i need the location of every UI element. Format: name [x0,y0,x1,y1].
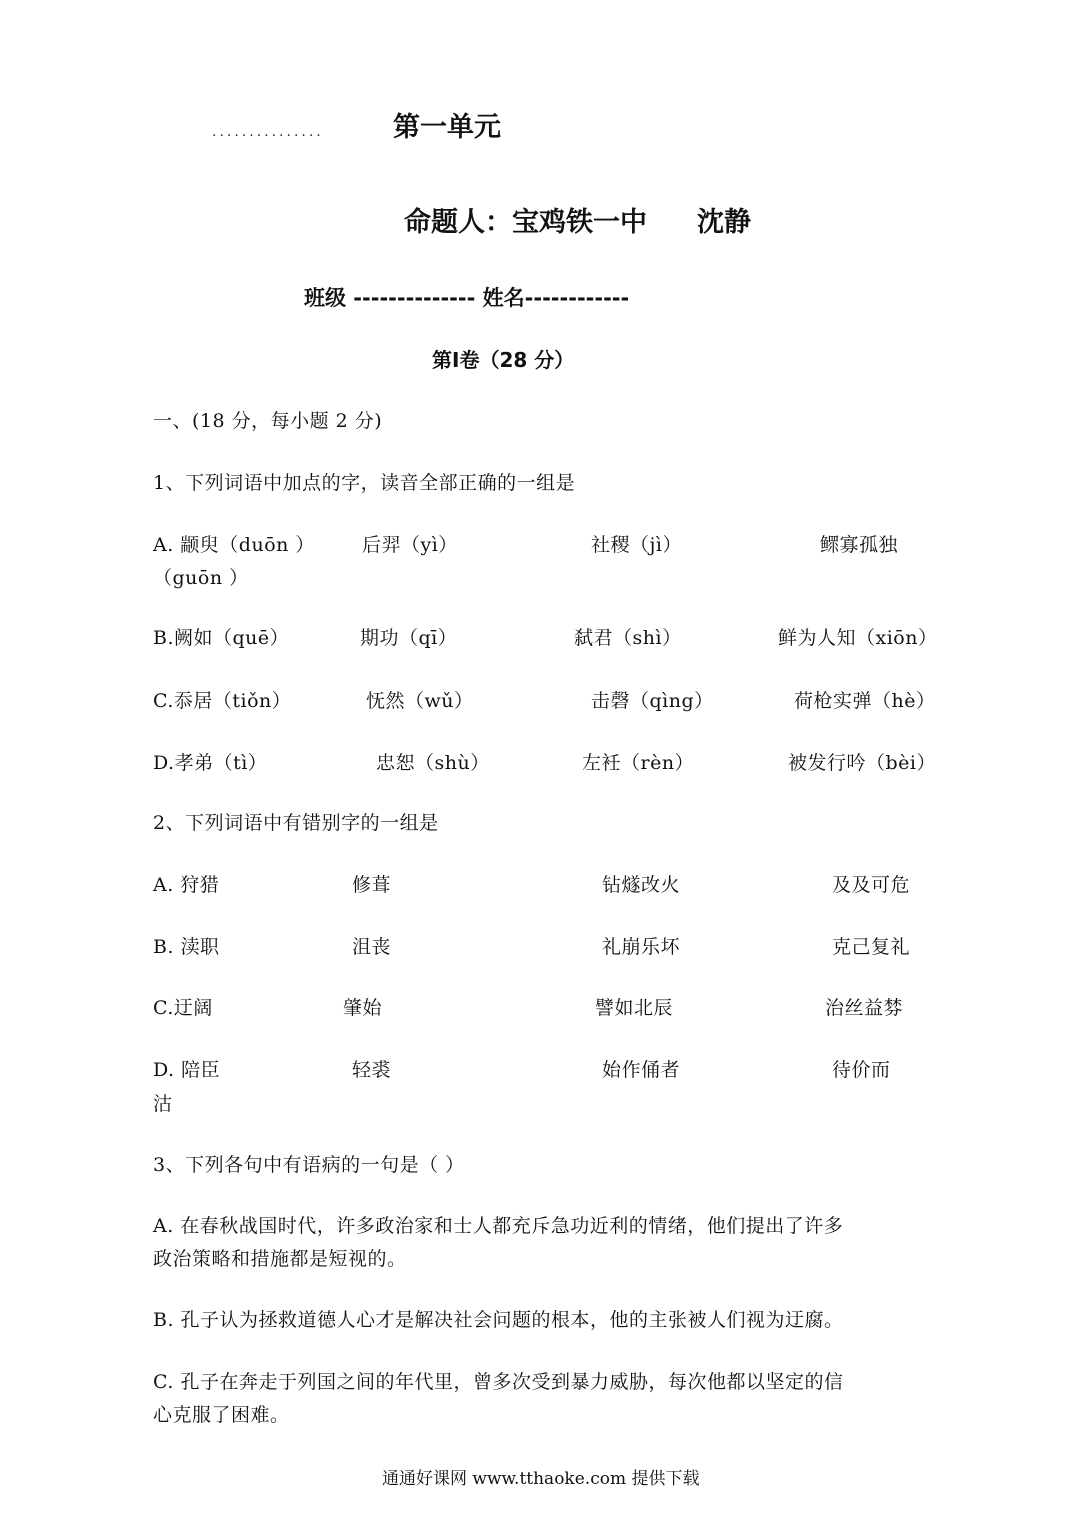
q1-option-d-3: 左衽（rèn） [582,752,695,774]
q1-option-d-1: D.孝弟（tì） [153,752,268,774]
title-leader-dots: ............... [212,124,324,140]
q1-option-d-4: 被发行吟（bèi） [788,752,936,774]
q2-option-d-3: 始作俑者 [602,1059,681,1081]
q2-option-d-wrap: 沽 [153,1093,173,1115]
q1-option-a-4: 鳏寡孤独 [820,534,899,556]
author-line: 命题人：宝鸡铁一中 [404,207,647,238]
q2-option-b-4: 克己复礼 [832,936,911,958]
q1-option-c-1: C.忝居（tiǒn） [153,690,292,712]
q2-option-c-3: 譬如北辰 [595,997,674,1019]
q2-option-c-4: 治丝益棼 [825,997,904,1019]
q2-option-d-1: D. 陪臣 [153,1059,221,1081]
author-name: 沈静 [697,207,751,238]
q2-option-a-4: 及及可危 [832,874,911,896]
q2-option-a-1: A. 狩猎 [153,874,220,896]
part-heading: 一、(18 分，每小题 2 分) [153,410,383,432]
q1-option-a-1: A. 颛臾（duōn ） [153,534,315,556]
q1-option-b-3: 弑君（shì） [574,627,682,649]
q2-option-b-3: 礼崩乐坏 [602,936,681,958]
q3-option-a-line-1: A. 在春秋战国时代，许多政治家和士人都充斥急功近利的情绪，他们提出了许多 [153,1215,844,1237]
question-1-stem: 1、下列词语中加点的字，读音全部正确的一组是 [153,472,576,494]
section-title: 第Ⅰ卷（28 分） [432,348,575,372]
q1-option-d-2: 忠恕（shù） [376,752,490,774]
q2-option-a-2: 修葺 [352,874,392,896]
question-2-stem: 2、下列词语中有错别字的一组是 [153,812,439,834]
q1-option-b-2: 期功（qī） [360,627,458,649]
q1-option-b-1: B.阙如（quē） [153,627,290,649]
q3-option-c-line-1: C. 孔子在奔走于列国之间的年代里，曾多次受到暴力威胁，每次他都以坚定的信 [153,1371,844,1393]
q1-option-a-2: 后羿（yì） [362,534,458,556]
q2-option-a-3: 钻燧改火 [602,874,681,896]
unit-title: 第一单元 [393,112,501,143]
q2-option-d-2: 轻裘 [352,1059,392,1081]
q1-option-c-2: 怃然（wǔ） [366,690,474,712]
q2-option-c-2: 肇始 [343,997,383,1019]
footer-download-note: 通通好课网 www.tthaoke.com 提供下载 [382,1469,700,1489]
class-name-line: 班级 -------------- 姓名------------ [304,286,630,310]
q2-option-d-4: 待价而 [832,1059,891,1081]
q3-option-a-line-2: 政治策略和措施都是短视的。 [153,1248,407,1270]
q3-option-c-line-2: 心克服了困难。 [153,1404,290,1426]
q2-option-b-1: B. 渎职 [153,936,220,958]
question-3-stem: 3、下列各句中有语病的一句是（ ） [153,1154,465,1176]
q1-option-c-4: 荷枪实弹（hè） [794,690,936,712]
q1-option-a-wrap: （guōn ） [153,567,249,589]
q1-option-a-3: 社稷（jì） [591,534,682,556]
q1-option-b-4: 鲜为人知（xiōn） [778,627,938,649]
q2-option-c-1: C.迂阔 [153,997,213,1019]
q3-option-b: B. 孔子认为拯救道德人心才是解决社会问题的根本，他的主张被人们视为迂腐。 [153,1309,844,1331]
q1-option-c-3: 击磬（qìng） [591,690,714,712]
q2-option-b-2: 沮丧 [352,936,392,958]
